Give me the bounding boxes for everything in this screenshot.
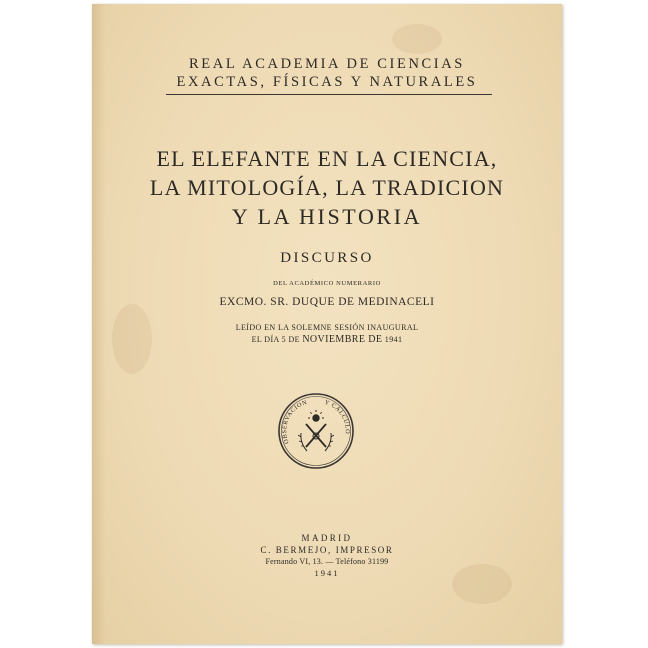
seal-motto-right: Y CALCULO: [323, 398, 351, 435]
academy-name-line-2: EXACTAS, FÍSICAS Y NATURALES: [176, 74, 478, 90]
imprint-year: 1941: [314, 567, 340, 578]
title-line-2: LA MITOLOGÍA, LA TRADICION: [149, 175, 505, 200]
imprint-city: MADRID: [301, 533, 353, 543]
imprint: [92, 533, 562, 579]
imprint-address: Fernando VI, 13. — Teléfono 31199: [265, 557, 389, 566]
reading-date-month: NOVIEMBRE DE: [302, 334, 383, 345]
academy-name: [92, 55, 562, 91]
discurso-heading: DISCURSO: [280, 250, 374, 266]
title-line-1: EL ELEFANTE EN LA CIENCIA,: [156, 146, 498, 171]
reading-note: [92, 322, 562, 346]
reading-date-year: 1941: [382, 335, 403, 344]
book-title: [92, 144, 562, 231]
title-line-3: Y LA HISTORIA: [231, 204, 423, 229]
reading-note-line-2: [92, 334, 562, 346]
academy-name-line-1: REAL ACADEMIA DE CIENCIAS: [189, 56, 465, 72]
academico-subtitle: DEL ACADÉMICO NUMERARIO: [273, 280, 381, 287]
reading-note-line-1: LEÍDO EN LA SOLEMNE SESIÓN INAUGURAL: [235, 323, 419, 332]
reading-date-prefix: EL DÍA 5 DE: [251, 335, 303, 344]
author-name: EXCMO. SR. DUQUE DE MEDINACELI: [219, 296, 435, 308]
paper-stain: [392, 24, 442, 54]
academy-seal-icon: [276, 391, 356, 471]
svg-text:OBSERVACION: [281, 399, 308, 445]
imprint-printer: C. BERMEJO, IMPRESOR: [260, 544, 394, 555]
seal-motto-left: OBSERVACION: [281, 398, 309, 445]
academy-underline: [166, 94, 492, 95]
book-cover: [92, 4, 562, 644]
